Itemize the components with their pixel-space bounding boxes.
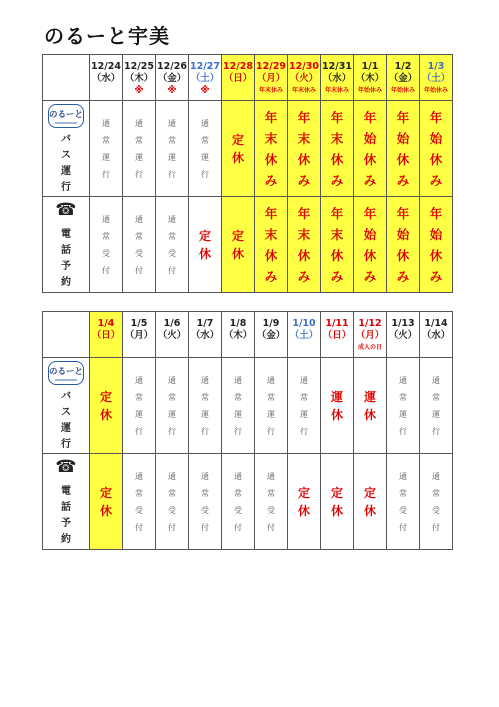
bus-status-cell <box>222 358 255 454</box>
date-label: 12/27 <box>190 60 220 72</box>
bus-status-cell <box>123 358 156 454</box>
status-text: 通常受付 <box>201 471 209 532</box>
schedule-table-january <box>42 311 453 550</box>
weekday-label: （土） <box>421 72 451 84</box>
phone-status-cell <box>420 454 453 550</box>
date-header-cell <box>156 55 189 101</box>
status-text: 年末休み <box>297 109 311 188</box>
status-text: 通常受付 <box>432 471 440 532</box>
status-text: 通常運行 <box>300 375 308 436</box>
date-label: 12/30 <box>289 60 319 72</box>
weekday-label: （金） <box>256 329 286 341</box>
status-text: 定休 <box>99 485 112 518</box>
status-text: 通常運行 <box>168 375 176 436</box>
status-text: 年末休み <box>330 109 344 188</box>
date-header-cell <box>123 312 156 358</box>
bus-status-cell <box>321 101 354 197</box>
status-text: 通常受付 <box>102 214 110 275</box>
phone-status-cell <box>255 197 288 293</box>
date-header-row <box>43 312 453 358</box>
bus-status-cell <box>189 358 222 454</box>
date-label: 1/5 <box>130 317 148 329</box>
status-text: 通常運行 <box>432 375 440 436</box>
phone-status-cell <box>189 197 222 293</box>
note-label <box>222 342 254 354</box>
weekday-label: （水） <box>190 329 220 341</box>
phone-status-cell <box>123 454 156 550</box>
date-header-cell <box>255 55 288 101</box>
phone-status-cell <box>288 197 321 293</box>
bus-status-cell <box>321 358 354 454</box>
bus-row-label: のるーと バス運行 <box>43 358 90 454</box>
status-text: 定休 <box>330 485 343 518</box>
bus-status-cell <box>420 358 453 454</box>
weekday-label: （土） <box>190 72 220 84</box>
date-header-row <box>43 55 453 101</box>
status-text: 定休 <box>363 485 376 518</box>
date-header-cell <box>354 312 387 358</box>
note-label <box>156 342 188 354</box>
note-label: ※ <box>167 84 177 96</box>
date-header-cell <box>123 55 156 101</box>
bus-status-cell <box>90 358 123 454</box>
date-label: 1/14 <box>424 317 448 329</box>
status-text: 運休 <box>363 389 376 422</box>
status-text: 通常運行 <box>201 118 209 179</box>
date-label: 1/12 <box>358 317 382 329</box>
weekday-label: （土） <box>289 329 319 341</box>
telephone-icon: ☎ <box>55 199 77 220</box>
phone-status-cell <box>90 197 123 293</box>
phone-status-cell <box>387 454 420 550</box>
phone-row-label: ☎ 電話予約 <box>43 454 90 550</box>
date-header-cell <box>222 55 255 101</box>
note-label <box>420 342 452 354</box>
date-header-cell <box>222 312 255 358</box>
status-text: 年始休み <box>396 109 410 188</box>
weekday-label: （日） <box>322 329 352 341</box>
weekday-label: （水） <box>91 72 121 84</box>
date-label: 1/8 <box>229 317 247 329</box>
status-text: 年始休み <box>363 109 377 188</box>
phone-status-cell <box>420 197 453 293</box>
status-text: 定休 <box>231 132 244 165</box>
status-text: 年始休み <box>429 109 443 188</box>
status-text: 通常受付 <box>399 471 407 532</box>
phone-status-cell <box>321 197 354 293</box>
schedule-table-december <box>42 54 453 293</box>
status-text: 通常受付 <box>234 471 242 532</box>
date-header-cell <box>387 312 420 358</box>
weekday-label: （日） <box>223 72 253 84</box>
bus-status-cell <box>255 101 288 197</box>
bus-status-cell <box>420 101 453 197</box>
phone-status-cell <box>156 197 189 293</box>
status-text: 年始休み <box>396 205 410 284</box>
phone-status-cell <box>90 454 123 550</box>
date-header-cell <box>288 312 321 358</box>
bus-row <box>43 101 453 197</box>
date-header-cell <box>90 312 123 358</box>
date-header-cell <box>321 55 354 101</box>
status-text: 通常受付 <box>135 471 143 532</box>
note-label <box>222 85 254 97</box>
page-title: のるーと宇美 <box>44 24 170 48</box>
status-text: 通常受付 <box>168 214 176 275</box>
bus-status-cell <box>354 101 387 197</box>
date-label: 1/9 <box>262 317 280 329</box>
date-header-cell <box>189 55 222 101</box>
date-label: 1/11 <box>325 317 349 329</box>
bus-status-cell <box>255 358 288 454</box>
phone-status-cell <box>387 197 420 293</box>
status-text: 定休 <box>198 228 211 261</box>
weekday-label: （火） <box>157 329 187 341</box>
date-header-cell <box>255 312 288 358</box>
date-label: 12/28 <box>223 60 253 72</box>
weekday-label: （金） <box>388 72 418 84</box>
status-text: 年始休み <box>429 205 443 284</box>
status-text: 年末休み <box>297 205 311 284</box>
date-label: 12/31 <box>322 60 352 72</box>
date-label: 12/26 <box>157 60 187 72</box>
status-text: 運休 <box>330 389 343 422</box>
phone-status-cell <box>156 454 189 550</box>
date-header-cell <box>420 55 453 101</box>
note-label <box>90 85 122 97</box>
phone-status-cell <box>255 454 288 550</box>
phone-status-cell <box>288 454 321 550</box>
date-header-cell <box>387 55 420 101</box>
phone-status-cell <box>123 197 156 293</box>
date-header-cell <box>90 55 123 101</box>
date-label: 1/3 <box>427 60 445 72</box>
bus-status-cell <box>222 101 255 197</box>
status-text: 年末休み <box>264 109 278 188</box>
date-label: 1/2 <box>394 60 412 72</box>
weekday-label: （水） <box>421 329 451 341</box>
note-label: 成人の日 <box>357 343 382 351</box>
status-text: 通常運行 <box>135 375 143 436</box>
status-text: 定休 <box>297 485 310 518</box>
status-text: 通常受付 <box>168 471 176 532</box>
status-text: 通常運行 <box>168 118 176 179</box>
weekday-label: （水） <box>322 72 352 84</box>
date-header-cell <box>156 312 189 358</box>
phone-status-cell <box>321 454 354 550</box>
note-label: 年始休み <box>357 86 382 94</box>
phone-status-cell <box>222 454 255 550</box>
phone-status-cell <box>222 197 255 293</box>
bus-status-cell <box>387 358 420 454</box>
bus-row-label: のるーと バス運行 <box>43 101 90 197</box>
note-label <box>90 342 122 354</box>
date-header-cell <box>288 55 321 101</box>
note-label: 年末休み <box>324 86 349 94</box>
date-header-cell <box>354 55 387 101</box>
bus-status-cell <box>156 358 189 454</box>
bus-status-cell <box>90 101 123 197</box>
bus-row <box>43 358 453 454</box>
phone-status-cell <box>354 197 387 293</box>
noruto-bus-icon: のるーと <box>48 361 84 385</box>
status-text: 年末休み <box>330 205 344 284</box>
corner-cell <box>43 312 90 358</box>
bus-status-cell <box>387 101 420 197</box>
phone-status-cell <box>189 454 222 550</box>
weekday-label: （木） <box>223 329 253 341</box>
weekday-label: （月） <box>355 329 385 341</box>
note-label: ※ <box>134 84 144 96</box>
corner-cell <box>43 55 90 101</box>
date-label: 1/10 <box>292 317 316 329</box>
status-text: 通常運行 <box>267 375 275 436</box>
note-label: ※ <box>200 84 210 96</box>
bus-status-cell <box>189 101 222 197</box>
status-text: 通常運行 <box>399 375 407 436</box>
phone-row <box>43 197 453 293</box>
status-text: 通常受付 <box>267 471 275 532</box>
date-label: 1/1 <box>361 60 379 72</box>
note-label <box>123 342 155 354</box>
date-label: 1/7 <box>196 317 214 329</box>
bus-status-cell <box>354 358 387 454</box>
noruto-bus-icon: のるーと <box>48 104 84 128</box>
weekday-label: （火） <box>388 329 418 341</box>
status-text: 年末休み <box>264 205 278 284</box>
status-text: 通常運行 <box>201 375 209 436</box>
phone-status-cell <box>354 454 387 550</box>
weekday-label: （金） <box>157 72 187 84</box>
note-label: 年始休み <box>390 86 415 94</box>
note-label <box>189 342 221 354</box>
date-label: 1/4 <box>97 317 115 329</box>
weekday-label: （木） <box>355 72 385 84</box>
note-label: 年末休み <box>291 86 316 94</box>
note-label: 年末休み <box>258 86 283 94</box>
note-label <box>255 342 287 354</box>
status-text: 通常運行 <box>135 118 143 179</box>
status-text: 通常受付 <box>135 214 143 275</box>
weekday-label: （月） <box>124 329 154 341</box>
note-label <box>288 342 320 354</box>
date-label: 12/29 <box>256 60 286 72</box>
date-header-cell <box>189 312 222 358</box>
note-label: 年始休み <box>423 86 448 94</box>
bus-status-cell <box>123 101 156 197</box>
weekday-label: （火） <box>289 72 319 84</box>
weekday-label: （木） <box>124 72 154 84</box>
date-label: 12/24 <box>91 60 121 72</box>
telephone-icon: ☎ <box>55 456 77 477</box>
date-label: 1/6 <box>163 317 181 329</box>
bus-status-cell <box>156 101 189 197</box>
date-label: 1/13 <box>391 317 415 329</box>
phone-row <box>43 454 453 550</box>
note-label <box>387 342 419 354</box>
date-header-cell <box>321 312 354 358</box>
status-text: 通常運行 <box>234 375 242 436</box>
note-label <box>321 342 353 354</box>
phone-row-label: ☎ 電話予約 <box>43 197 90 293</box>
weekday-label: （日） <box>91 329 121 341</box>
status-text: 定休 <box>231 228 244 261</box>
status-text: 年始休み <box>363 205 377 284</box>
status-text: 定休 <box>99 389 112 422</box>
status-text: 通常運行 <box>102 118 110 179</box>
weekday-label: （月） <box>256 72 286 84</box>
bus-status-cell <box>288 101 321 197</box>
date-label: 12/25 <box>124 60 154 72</box>
bus-status-cell <box>288 358 321 454</box>
date-header-cell <box>420 312 453 358</box>
